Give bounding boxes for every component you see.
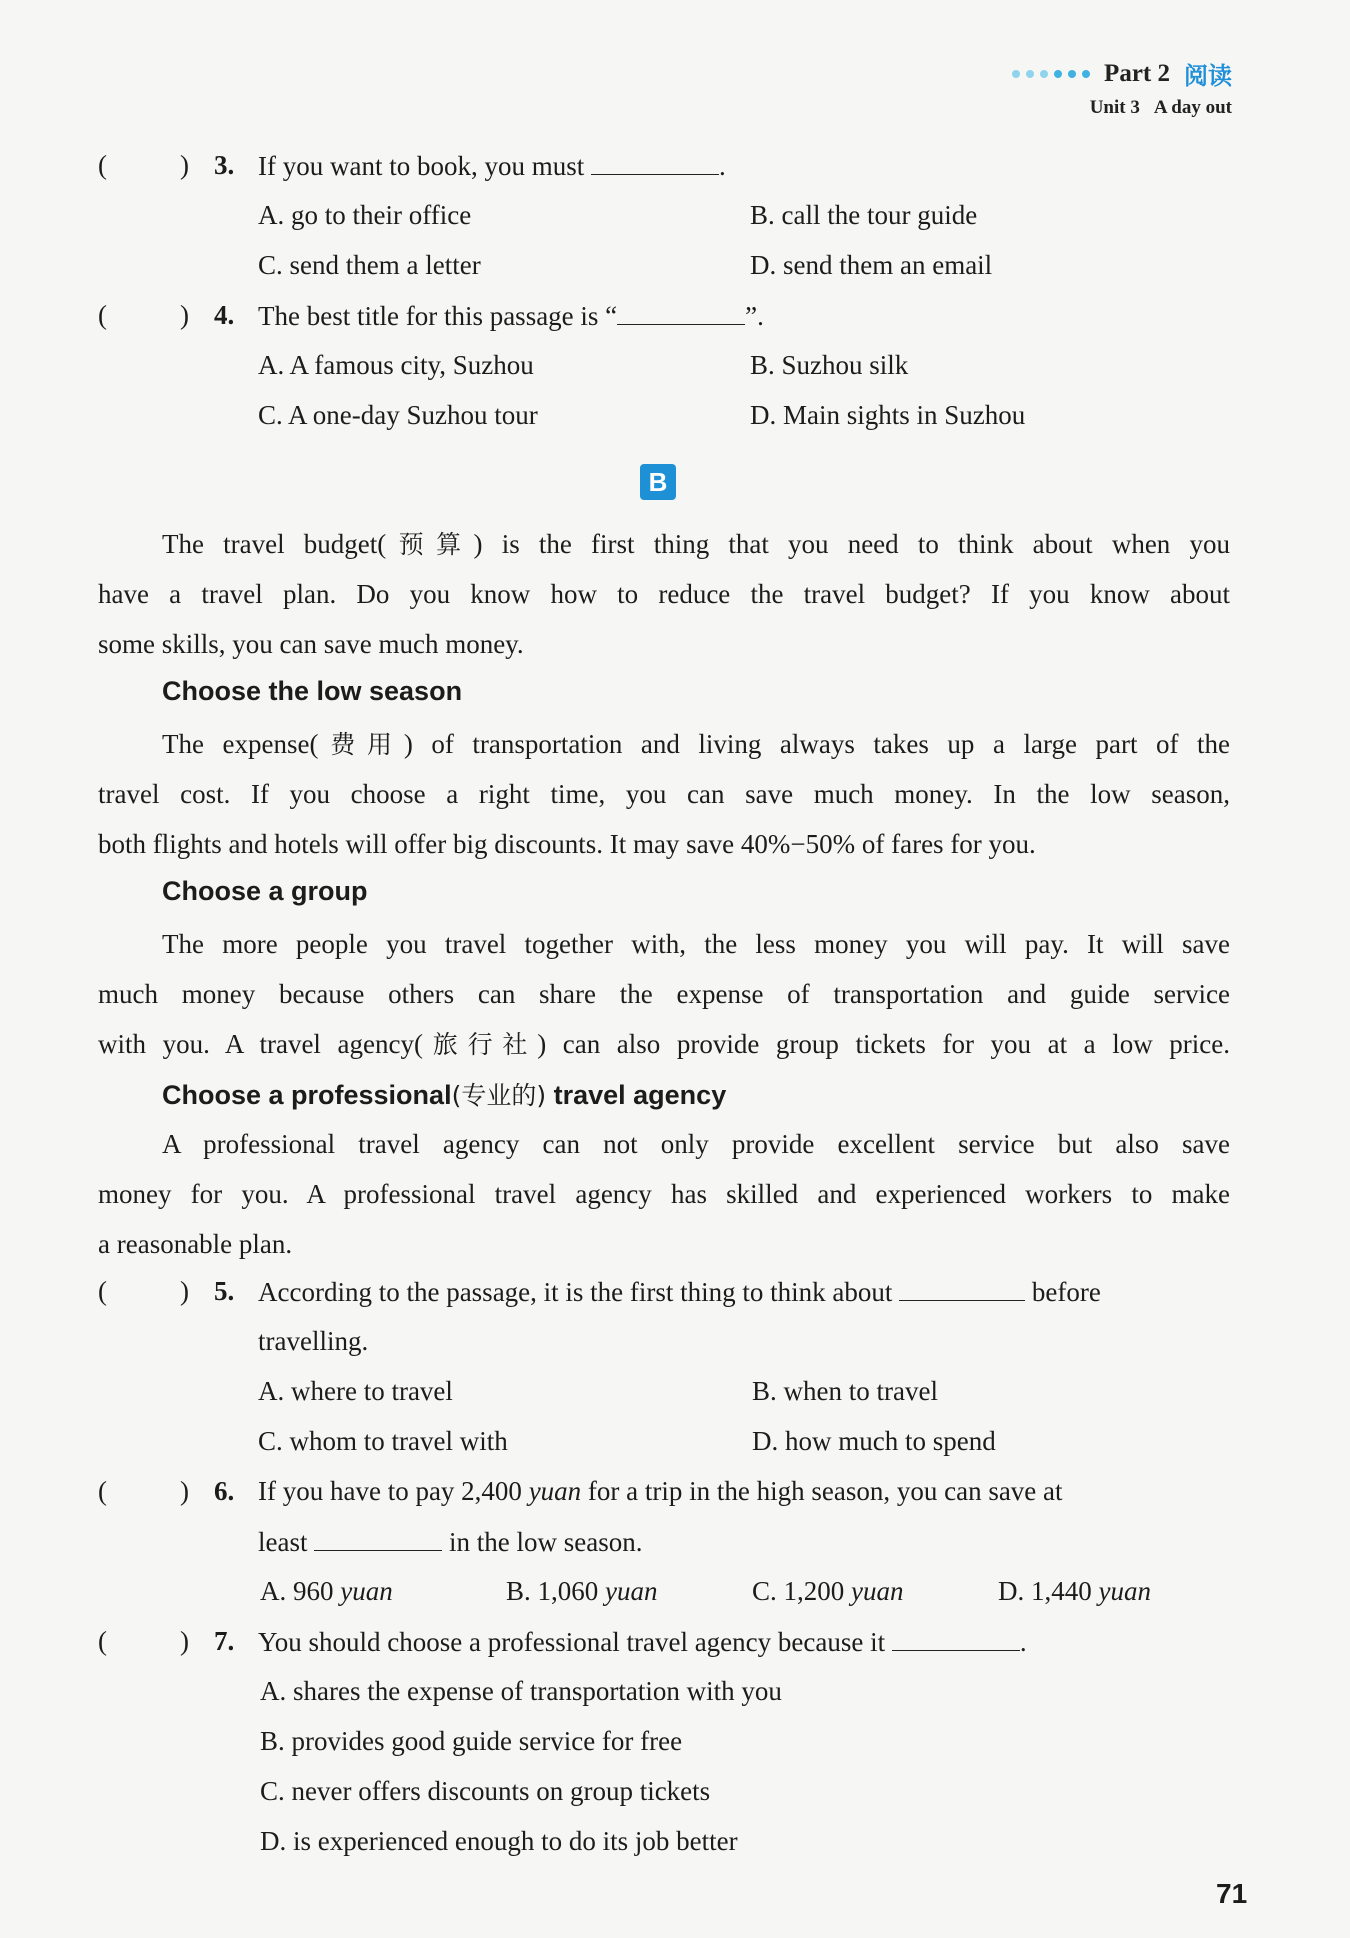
option-b: B. provides good guide service for free [260, 1726, 683, 1756]
section-heading: Choose a group [162, 876, 368, 906]
option-c: C. never offers discounts on group tickets [260, 1776, 711, 1806]
answer-blank [617, 300, 745, 325]
header-dots-decoration [1012, 70, 1090, 78]
question-number: 7. [214, 1626, 235, 1656]
passage-line: money for you. A professional travel agency has skilled and experienced workers to make [98, 1179, 1230, 1209]
section-heading: Choose a professional(专业的) travel agency [162, 1080, 727, 1110]
option-a: A. where to travel [258, 1376, 453, 1406]
option-b: B. Suzhou silk [750, 350, 909, 380]
answer-paren-close: ) [180, 300, 189, 330]
passage-line: The more people you travel together with, the less money you will pay. It will save [162, 929, 1230, 959]
passage-line: a reasonable plan. [98, 1229, 293, 1259]
answer-blank [591, 150, 719, 175]
answer-blank [314, 1526, 442, 1551]
question-text: If you have to pay 2,400 yuan for a trip in the high season, you can save at [258, 1476, 1063, 1506]
question-text-continued: least in the low season. [258, 1527, 643, 1557]
part-cn-label: 阅读 [1184, 62, 1232, 90]
passage-line: The expense(费用) of transportation and living always takes up a large part of the [162, 729, 1230, 759]
passage-line: A professional travel agency can not only provide excellent service but also save [162, 1129, 1230, 1159]
answer-paren-open: ( [98, 300, 107, 330]
passage-line: both flights and hotels will offer big discounts. It may save 40%−50% of fares for you. [98, 829, 1036, 859]
question-text: If you want to book, you must . [258, 151, 726, 181]
answer-paren-close: ) [180, 1626, 189, 1656]
option-a: A. go to their office [258, 200, 472, 230]
question-number: 3. [214, 150, 235, 180]
option-a: A. A famous city, Suzhou [258, 350, 534, 380]
answer-paren-open: ( [98, 1626, 107, 1656]
option-d: D. Main sights in Suzhou [750, 400, 1026, 430]
question-number: 5. [214, 1276, 235, 1306]
section-heading: Choose the low season [162, 676, 463, 706]
option-c: C. send them a letter [258, 250, 481, 280]
option-c: C. whom to travel with [258, 1426, 508, 1456]
answer-paren-open: ( [98, 150, 107, 180]
answer-blank [899, 1276, 1025, 1301]
unit-number: Unit 3 [1089, 97, 1140, 118]
section-badge: B [640, 464, 676, 500]
answer-paren-close: ) [180, 1276, 189, 1306]
option-a: A. 960 yuan [260, 1576, 393, 1606]
question-text-continued: travelling. [258, 1326, 369, 1356]
passage-line: with you. A travel agency(旅行社) can also provide group tickets for you at a low price. [98, 1029, 1230, 1059]
option-b: B. 1,060 yuan [506, 1576, 658, 1606]
page-number: 71 [1216, 1878, 1248, 1909]
part-label: Part 2 [1104, 59, 1170, 87]
option-b: B. when to travel [752, 1376, 938, 1406]
option-a: A. shares the expense of transportation with you [260, 1676, 782, 1706]
question-text: The best title for this passage is “ ”. [258, 301, 764, 331]
option-c: C. 1,200 yuan [752, 1576, 904, 1606]
option-d: D. is experienced enough to do its job better [260, 1826, 738, 1856]
passage-line: some skills, you can save much money. [98, 629, 524, 659]
answer-paren-open: ( [98, 1476, 107, 1506]
answer-paren-open: ( [98, 1276, 107, 1306]
unit-title: A day out [1153, 97, 1232, 118]
unit-label [1012, 97, 1232, 119]
question-text: You should choose a professional travel agency because it . [258, 1627, 1027, 1657]
passage-line: have a travel plan. Do you know how to reduce the travel budget? If you know about [98, 579, 1230, 609]
option-d: D. 1,440 yuan [998, 1576, 1151, 1606]
option-b: B. call the tour guide [750, 200, 978, 230]
answer-paren-close: ) [180, 150, 189, 180]
option-c: C. A one-day Suzhou tour [258, 400, 538, 430]
passage-line: travel cost. If you choose a right time, you can save much money. In the low season, [98, 779, 1230, 809]
answer-blank [892, 1626, 1020, 1651]
question-number: 4. [214, 300, 235, 330]
page-header [1012, 56, 1232, 119]
answer-paren-close: ) [180, 1476, 189, 1506]
option-d: D. how much to spend [752, 1426, 996, 1456]
question-number: 6. [214, 1476, 235, 1506]
passage-line: The travel budget(预算) is the first thing that you need to think about when you [162, 529, 1230, 559]
question-text: According to the passage, it is the first thing to think about before [258, 1277, 1101, 1307]
option-d: D. send them an email [750, 250, 993, 280]
passage-line: much money because others can share the expense of transportation and guide service [98, 979, 1230, 1009]
